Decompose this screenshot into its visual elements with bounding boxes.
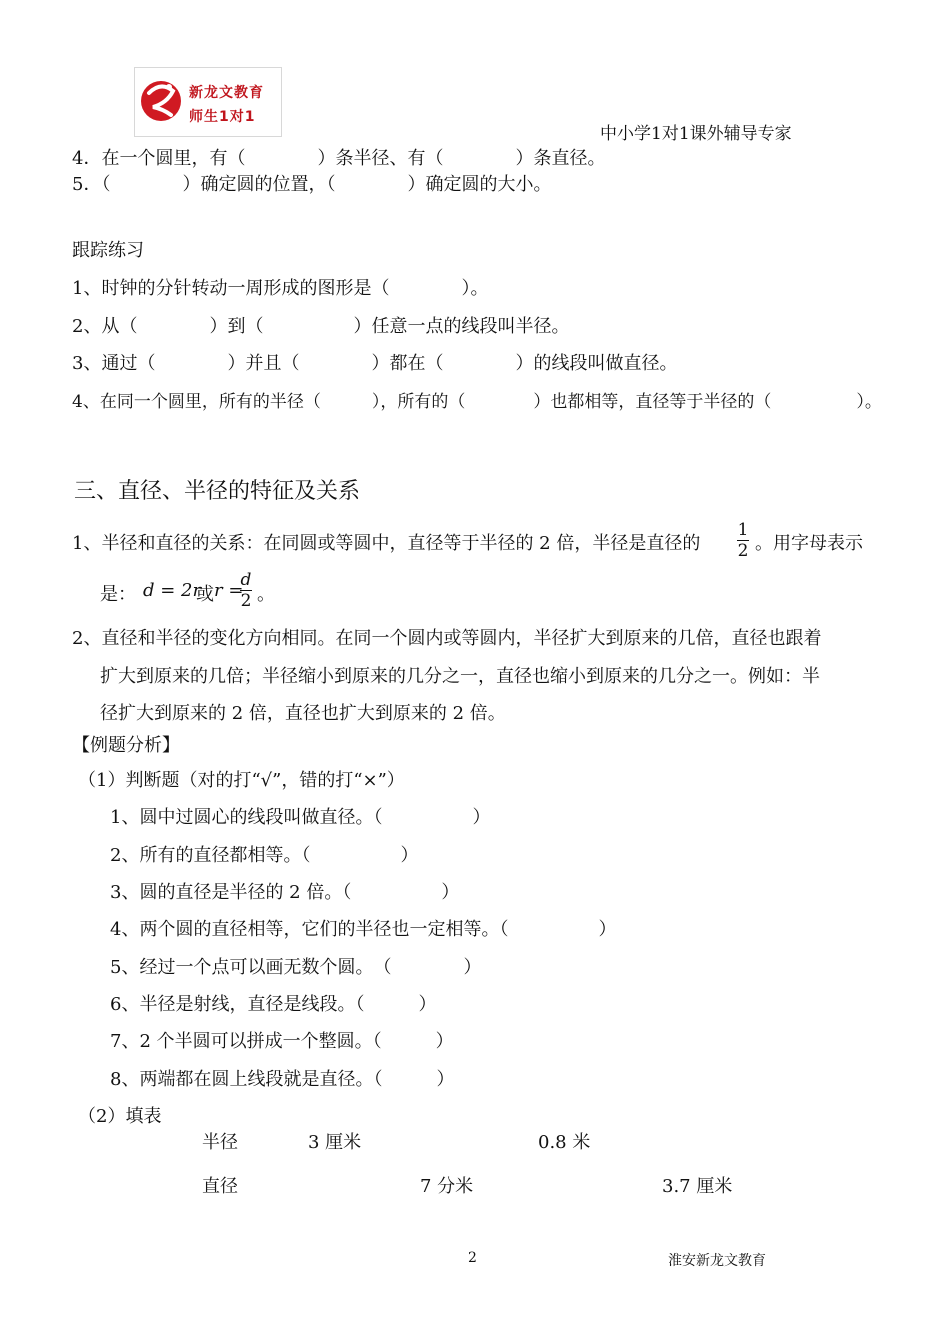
practice-item-2: 2、从（ ）到（ ）任意一点的线段叫半径。 [72, 316, 570, 337]
question-4: 4．在一个圆里，有（ ）条半径、有（ ）条直径。 [72, 148, 606, 169]
formula-numerator: d [240, 570, 252, 590]
fraction-denominator: 2 [737, 541, 749, 561]
header-tagline: 中小学1对1课外辅导专家 [600, 124, 792, 144]
logo-mark-icon [139, 73, 183, 129]
logo [134, 67, 282, 137]
relation-text-end: 。用字母表示 [755, 533, 863, 554]
judge-item-8: 8、两端都在圆上线段就是直径。（ ） [110, 1069, 455, 1090]
formula-denominator: 2 [240, 591, 252, 611]
logo-slogan: 师生1对1 [189, 109, 256, 125]
examples-title: 【例题分析】 [72, 735, 180, 756]
judge-item-7: 7、2 个半圆可以拼成一个整圆。（ ） [110, 1031, 454, 1052]
footer-org: 淮安新龙文教育 [668, 1253, 766, 1269]
formula-r: r = [214, 580, 244, 601]
table-diameter-label: 直径 [202, 1176, 238, 1197]
fraction-one-half [737, 520, 749, 561]
change-text-line-3: 径扩大到原来的 2 倍，直径也扩大到原来的 2 倍。 [100, 703, 506, 724]
change-text-line-2: 扩大到原来的几倍；半径缩小到原来的几分之一，直径也缩小到原来的几分之一。例如：半 [100, 666, 820, 687]
judge-item-4: 4、两个圆的直径相等，它们的半径也一定相等。（ ） [110, 919, 617, 940]
table-diameter-cell-4: 3.7 厘米 [662, 1176, 733, 1197]
judge-item-6: 6、半径是射线，直径是线段。（ ） [110, 994, 437, 1015]
practice-item-1: 1、时钟的分针转动一周形成的图形是（ ）。 [72, 278, 489, 299]
judge-item-1: 1、圆中过圆心的线段叫做直径。（ ） [110, 807, 491, 828]
table-radius-cell-1: 3 厘米 [308, 1132, 362, 1153]
formula-end: 。 [257, 584, 275, 605]
fraction-d-over-2 [240, 570, 252, 611]
question-5: 5．（ ）确定圆的位置，（ ）确定圆的大小。 [72, 174, 552, 195]
fraction-numerator: 1 [737, 520, 749, 540]
formula-or: 或 [196, 584, 214, 605]
practice-title: 跟踪练习 [72, 240, 144, 261]
relation-text-start: 1、半径和直径的关系：在同圆或等圆中，直径等于半径的 2 倍，半径是直径的 [72, 533, 701, 554]
section-heading: 三、直径、半径的特征及关系 [74, 479, 361, 504]
practice-item-3: 3、通过（ ）并且（ ）都在（ ）的线段叫做直径。 [72, 353, 678, 374]
judge-item-5: 5、经过一个点可以画无数个圆。 （ ） [110, 957, 482, 978]
judge-item-2: 2、所有的直径都相等。（ ） [110, 845, 419, 866]
change-text-line-1: 2、直径和半径的变化方向相同。在同一个圆内或等圆内，半径扩大到原来的几倍，直径也跟着 [72, 628, 822, 649]
table-radius-cell-3: 0.8 米 [538, 1132, 591, 1153]
page-number: 2 [468, 1250, 477, 1266]
judge-title: （1）判断题（对的打“√”，错的打“×”） [78, 770, 405, 791]
table-diameter-cell-2: 7 分米 [420, 1176, 474, 1197]
formula-left: d = 2r [143, 580, 202, 601]
practice-item-4: 4、在同一个圆里，所有的半径（ ），所有的（ ）也都相等，直径等于半径的（ ）。 [72, 392, 882, 412]
judge-item-3: 3、圆的直径是半径的 2 倍。（ ） [110, 882, 460, 903]
logo-name: 新龙文教育 [189, 85, 264, 101]
table-radius-label: 半径 [202, 1132, 238, 1153]
table-title: （2）填表 [78, 1106, 162, 1127]
formula-prefix: 是： [100, 584, 136, 605]
